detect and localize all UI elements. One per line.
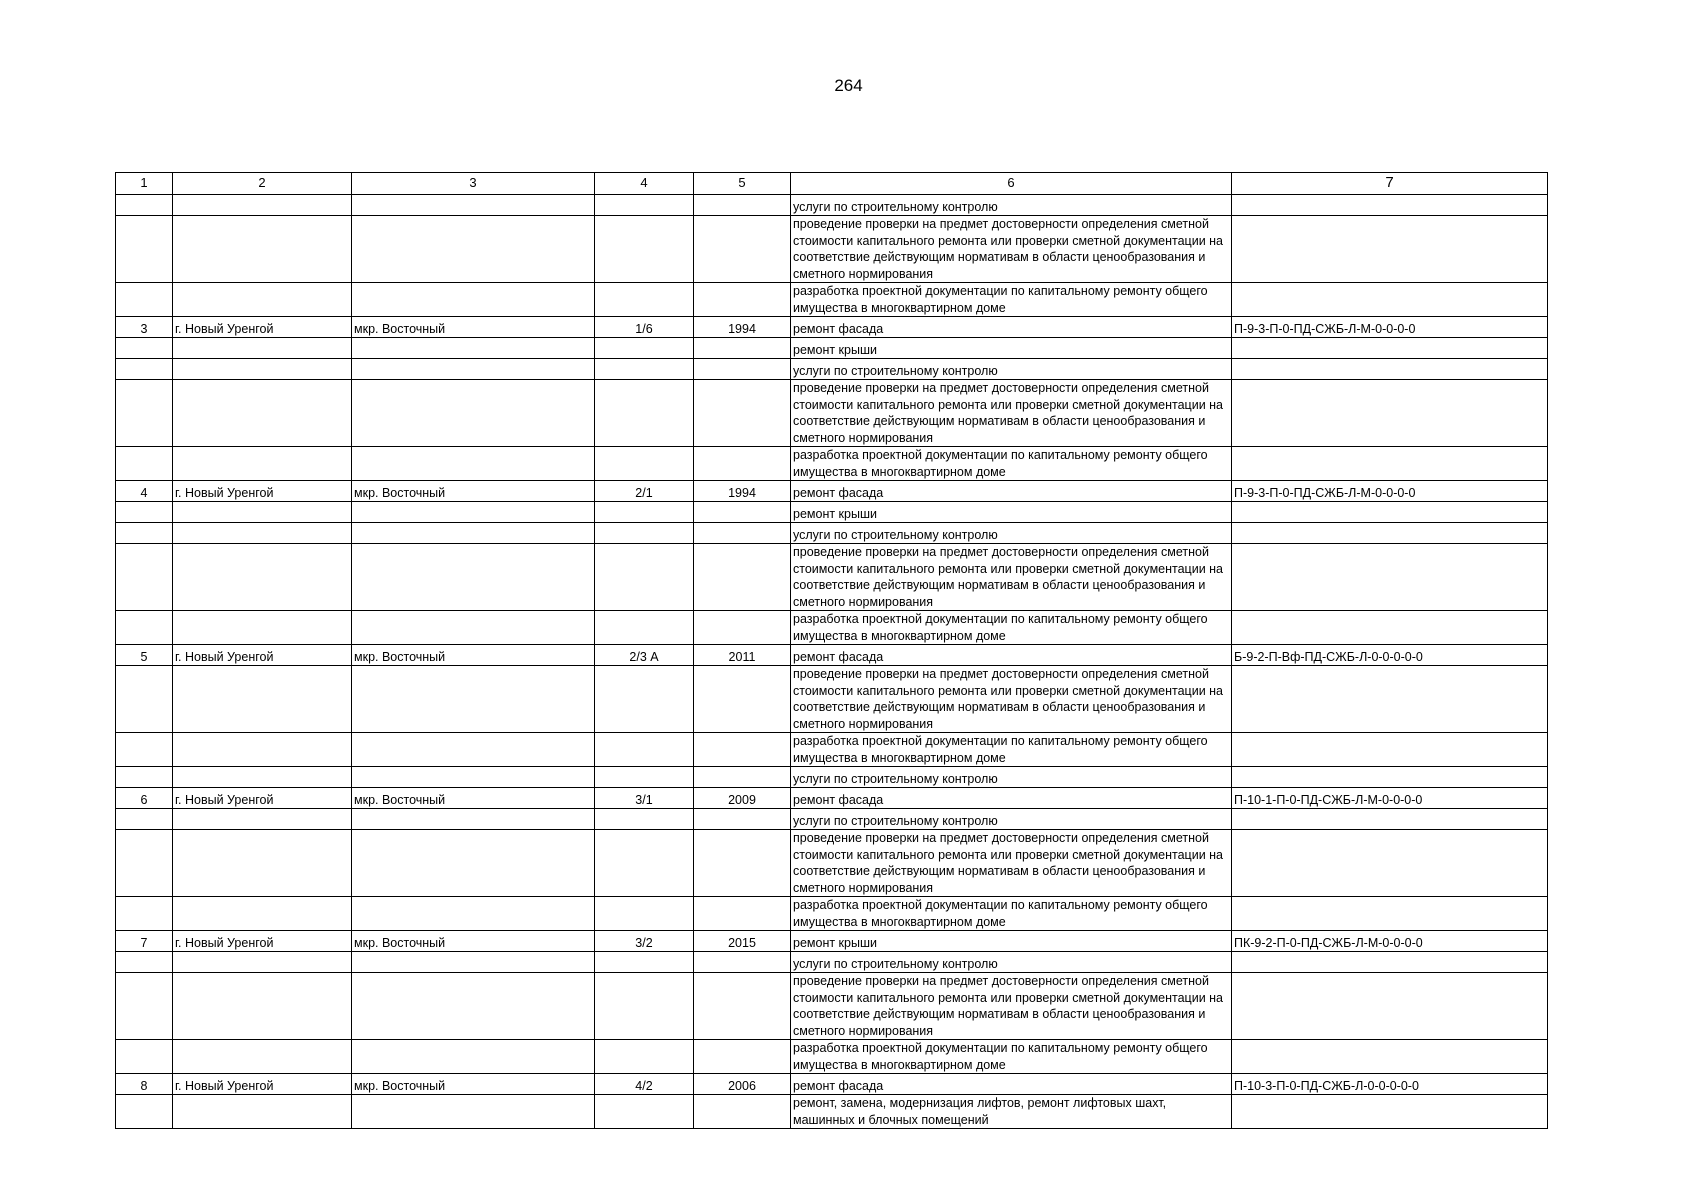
table-row xyxy=(116,544,1548,611)
row-number-cell xyxy=(116,1095,173,1129)
work-type-cell: проведение проверки на предмет достоверности определения сметной стоимости капитального ремонта или проверки сметной документации на соответствие действующим нормативам в области ценообразования и сметного нормирования xyxy=(791,380,1232,447)
row-number-cell: 4 xyxy=(116,481,173,502)
year-cell: 2009 xyxy=(694,788,791,809)
row-number-cell xyxy=(116,447,173,481)
row-number-cell xyxy=(116,1040,173,1074)
street-cell xyxy=(352,544,595,611)
table-row xyxy=(116,733,1548,767)
house-number-cell xyxy=(595,973,694,1040)
row-number-cell xyxy=(116,502,173,523)
house-number-cell xyxy=(595,502,694,523)
table-row xyxy=(116,283,1548,317)
table-row xyxy=(116,481,1548,502)
building-code-cell xyxy=(1232,544,1548,611)
city-cell xyxy=(173,523,352,544)
city-cell xyxy=(173,195,352,216)
table-row xyxy=(116,338,1548,359)
street-cell xyxy=(352,283,595,317)
work-type-cell: разработка проектной документации по капитальному ремонту общего имущества в многоквартирном доме xyxy=(791,1040,1232,1074)
year-cell xyxy=(694,380,791,447)
year-cell xyxy=(694,897,791,931)
year-cell xyxy=(694,523,791,544)
street-cell xyxy=(352,1040,595,1074)
table-row xyxy=(116,611,1548,645)
table-row xyxy=(116,931,1548,952)
house-number-cell xyxy=(595,666,694,733)
street-cell xyxy=(352,809,595,830)
year-cell xyxy=(694,830,791,897)
table-body xyxy=(116,173,1548,1129)
table-row xyxy=(116,523,1548,544)
work-type-cell: ремонт фасада xyxy=(791,788,1232,809)
row-number-cell xyxy=(116,216,173,283)
work-type-cell: услуги по строительному контролю xyxy=(791,359,1232,380)
building-code-cell xyxy=(1232,216,1548,283)
building-code-cell xyxy=(1232,611,1548,645)
table-row xyxy=(116,830,1548,897)
house-number-cell xyxy=(595,338,694,359)
street-cell: мкр. Восточный xyxy=(352,788,595,809)
table-row xyxy=(116,788,1548,809)
building-code-cell xyxy=(1232,952,1548,973)
house-number-cell xyxy=(595,611,694,645)
year-cell xyxy=(694,544,791,611)
work-type-cell: разработка проектной документации по капитальному ремонту общего имущества в многоквартирном доме xyxy=(791,897,1232,931)
year-cell xyxy=(694,195,791,216)
row-number-cell: 5 xyxy=(116,645,173,666)
row-number-cell xyxy=(116,195,173,216)
building-code-cell xyxy=(1232,973,1548,1040)
building-code-cell xyxy=(1232,359,1548,380)
street-cell: мкр. Восточный xyxy=(352,481,595,502)
header-cell-3: 3 xyxy=(352,173,595,195)
city-cell xyxy=(173,359,352,380)
work-type-cell: проведение проверки на предмет достоверности определения сметной стоимости капитального ремонта или проверки сметной документации на соответствие действующим нормативам в области ценообразования и сметного нормирования xyxy=(791,216,1232,283)
city-cell: г. Новый Уренгой xyxy=(173,481,352,502)
city-cell xyxy=(173,1095,352,1129)
street-cell xyxy=(352,502,595,523)
city-cell: г. Новый Уренгой xyxy=(173,645,352,666)
row-number-cell xyxy=(116,809,173,830)
street-cell xyxy=(352,830,595,897)
city-cell xyxy=(173,283,352,317)
year-cell xyxy=(694,447,791,481)
row-number-cell xyxy=(116,338,173,359)
city-cell xyxy=(173,952,352,973)
work-type-cell: разработка проектной документации по капитальному ремонту общего имущества в многоквартирном доме xyxy=(791,733,1232,767)
year-cell xyxy=(694,666,791,733)
work-type-cell: проведение проверки на предмет достоверности определения сметной стоимости капитального ремонта или проверки сметной документации на соответствие действующим нормативам в области ценообразования и сметного нормирования xyxy=(791,544,1232,611)
table-row xyxy=(116,666,1548,733)
table-row xyxy=(116,645,1548,666)
row-number-cell xyxy=(116,523,173,544)
street-cell xyxy=(352,359,595,380)
street-cell xyxy=(352,767,595,788)
building-code-cell: П-9-3-П-0-ПД-СЖБ-Л-М-0-0-0-0 xyxy=(1232,317,1548,338)
year-cell xyxy=(694,767,791,788)
street-cell xyxy=(352,611,595,645)
work-type-cell: услуги по строительному контролю xyxy=(791,195,1232,216)
row-number-cell xyxy=(116,733,173,767)
work-type-cell: ремонт крыши xyxy=(791,502,1232,523)
building-code-cell xyxy=(1232,1040,1548,1074)
work-type-cell: услуги по строительному контролю xyxy=(791,767,1232,788)
row-number-cell xyxy=(116,611,173,645)
building-code-cell xyxy=(1232,523,1548,544)
house-number-cell xyxy=(595,447,694,481)
table-row xyxy=(116,973,1548,1040)
house-number-cell xyxy=(595,380,694,447)
header-cell-6: 6 xyxy=(791,173,1232,195)
house-number-cell xyxy=(595,733,694,767)
year-cell xyxy=(694,973,791,1040)
page-number: 264 xyxy=(834,76,863,95)
row-number-cell: 8 xyxy=(116,1074,173,1095)
table-row xyxy=(116,447,1548,481)
house-number-cell: 2/3 А xyxy=(595,645,694,666)
building-code-cell xyxy=(1232,733,1548,767)
city-cell: г. Новый Уренгой xyxy=(173,317,352,338)
building-code-cell xyxy=(1232,380,1548,447)
street-cell xyxy=(352,523,595,544)
year-cell xyxy=(694,359,791,380)
work-type-cell: ремонт фасада xyxy=(791,645,1232,666)
year-cell: 1994 xyxy=(694,481,791,502)
table-row xyxy=(116,1040,1548,1074)
house-number-cell xyxy=(595,544,694,611)
house-number-cell xyxy=(595,216,694,283)
building-code-cell xyxy=(1232,767,1548,788)
work-type-cell: проведение проверки на предмет достоверности определения сметной стоимости капитального ремонта или проверки сметной документации на соответствие действующим нормативам в области ценообразования и сметного нормирования xyxy=(791,830,1232,897)
city-cell xyxy=(173,447,352,481)
table-row xyxy=(116,952,1548,973)
house-number-cell: 1/6 xyxy=(595,317,694,338)
building-code-cell: П-9-3-П-0-ПД-СЖБ-Л-М-0-0-0-0 xyxy=(1232,481,1548,502)
building-code-cell xyxy=(1232,283,1548,317)
work-type-cell: ремонт фасада xyxy=(791,481,1232,502)
city-cell xyxy=(173,666,352,733)
header-cell-2: 2 xyxy=(173,173,352,195)
row-number-cell xyxy=(116,897,173,931)
work-type-cell: ремонт фасада xyxy=(791,1074,1232,1095)
header-cell-4: 4 xyxy=(595,173,694,195)
year-cell xyxy=(694,1095,791,1129)
city-cell: г. Новый Уренгой xyxy=(173,788,352,809)
table-row xyxy=(116,359,1548,380)
row-number-cell: 3 xyxy=(116,317,173,338)
row-number-cell xyxy=(116,973,173,1040)
row-number-cell xyxy=(116,767,173,788)
building-code-cell: Б-9-2-П-Вф-ПД-СЖБ-Л-0-0-0-0-0 xyxy=(1232,645,1548,666)
city-cell xyxy=(173,502,352,523)
row-number-cell: 6 xyxy=(116,788,173,809)
house-number-cell xyxy=(595,195,694,216)
street-cell: мкр. Восточный xyxy=(352,317,595,338)
building-code-cell xyxy=(1232,338,1548,359)
row-number-cell xyxy=(116,359,173,380)
city-cell xyxy=(173,216,352,283)
house-number-cell xyxy=(595,767,694,788)
row-number-cell xyxy=(116,544,173,611)
year-cell xyxy=(694,1040,791,1074)
capital-repair-table xyxy=(115,172,1548,1129)
city-cell xyxy=(173,809,352,830)
building-code-cell xyxy=(1232,830,1548,897)
year-cell xyxy=(694,733,791,767)
table-row xyxy=(116,502,1548,523)
street-cell xyxy=(352,216,595,283)
building-code-cell xyxy=(1232,195,1548,216)
year-cell: 1994 xyxy=(694,317,791,338)
house-number-cell xyxy=(595,809,694,830)
house-number-cell xyxy=(595,523,694,544)
building-code-cell xyxy=(1232,809,1548,830)
row-number-cell xyxy=(116,380,173,447)
city-cell xyxy=(173,338,352,359)
year-cell xyxy=(694,809,791,830)
header-cell-7: 7 xyxy=(1232,173,1548,195)
city-cell: г. Новый Уренгой xyxy=(173,1074,352,1095)
city-cell xyxy=(173,733,352,767)
street-cell xyxy=(352,973,595,1040)
street-cell xyxy=(352,338,595,359)
house-number-cell xyxy=(595,830,694,897)
house-number-cell xyxy=(595,359,694,380)
street-cell xyxy=(352,447,595,481)
street-cell xyxy=(352,952,595,973)
work-type-cell: ремонт крыши xyxy=(791,338,1232,359)
city-cell xyxy=(173,380,352,447)
house-number-cell: 4/2 xyxy=(595,1074,694,1095)
year-cell: 2011 xyxy=(694,645,791,666)
work-type-cell: ремонт крыши xyxy=(791,931,1232,952)
house-number-cell xyxy=(595,1040,694,1074)
building-code-cell xyxy=(1232,666,1548,733)
year-cell: 2015 xyxy=(694,931,791,952)
table-row xyxy=(116,1095,1548,1129)
work-type-cell: ремонт фасада xyxy=(791,317,1232,338)
city-cell xyxy=(173,897,352,931)
work-type-cell: разработка проектной документации по капитальному ремонту общего имущества в многоквартирном доме xyxy=(791,447,1232,481)
city-cell: г. Новый Уренгой xyxy=(173,931,352,952)
house-number-cell: 3/1 xyxy=(595,788,694,809)
row-number-cell xyxy=(116,952,173,973)
header-cell-1: 1 xyxy=(116,173,173,195)
street-cell: мкр. Восточный xyxy=(352,645,595,666)
row-number-cell xyxy=(116,283,173,317)
street-cell xyxy=(352,733,595,767)
header-cell-5: 5 xyxy=(694,173,791,195)
city-cell xyxy=(173,973,352,1040)
street-cell: мкр. Восточный xyxy=(352,931,595,952)
house-number-cell: 3/2 xyxy=(595,931,694,952)
house-number-cell: 2/1 xyxy=(595,481,694,502)
building-code-cell xyxy=(1232,1095,1548,1129)
table-row xyxy=(116,195,1548,216)
work-type-cell: разработка проектной документации по капитальному ремонту общего имущества в многоквартирном доме xyxy=(791,283,1232,317)
house-number-cell xyxy=(595,897,694,931)
house-number-cell xyxy=(595,952,694,973)
building-code-cell: ПК-9-2-П-0-ПД-СЖБ-Л-М-0-0-0-0 xyxy=(1232,931,1548,952)
street-cell xyxy=(352,195,595,216)
work-type-cell: услуги по строительному контролю xyxy=(791,952,1232,973)
table-row xyxy=(116,1074,1548,1095)
row-number-cell xyxy=(116,830,173,897)
street-cell xyxy=(352,380,595,447)
city-cell xyxy=(173,544,352,611)
city-cell xyxy=(173,1040,352,1074)
work-type-cell: услуги по строительному контролю xyxy=(791,523,1232,544)
house-number-cell xyxy=(595,283,694,317)
building-code-cell xyxy=(1232,447,1548,481)
table-row xyxy=(116,216,1548,283)
building-code-cell: П-10-1-П-0-ПД-СЖБ-Л-М-0-0-0-0 xyxy=(1232,788,1548,809)
row-number-cell xyxy=(116,666,173,733)
city-cell xyxy=(173,767,352,788)
table-row xyxy=(116,380,1548,447)
work-type-cell: ремонт, замена, модернизация лифтов, ремонт лифтовых шахт, машинных и блочных помещений xyxy=(791,1095,1232,1129)
table-row xyxy=(116,809,1548,830)
street-cell xyxy=(352,897,595,931)
table-row xyxy=(116,767,1548,788)
street-cell xyxy=(352,1095,595,1129)
row-number-cell: 7 xyxy=(116,931,173,952)
year-cell xyxy=(694,952,791,973)
building-code-cell xyxy=(1232,897,1548,931)
work-type-cell: проведение проверки на предмет достоверности определения сметной стоимости капитального ремонта или проверки сметной документации на соответствие действующим нормативам в области ценообразования и сметного нормирования xyxy=(791,666,1232,733)
table-row xyxy=(116,317,1548,338)
year-cell xyxy=(694,338,791,359)
building-code-cell: П-10-3-П-0-ПД-СЖБ-Л-0-0-0-0-0 xyxy=(1232,1074,1548,1095)
year-cell xyxy=(694,611,791,645)
year-cell: 2006 xyxy=(694,1074,791,1095)
work-type-cell: услуги по строительному контролю xyxy=(791,809,1232,830)
street-cell xyxy=(352,666,595,733)
city-cell xyxy=(173,611,352,645)
year-cell xyxy=(694,502,791,523)
building-code-cell xyxy=(1232,502,1548,523)
year-cell xyxy=(694,283,791,317)
header-row xyxy=(116,173,1548,195)
city-cell xyxy=(173,830,352,897)
work-type-cell: проведение проверки на предмет достоверности определения сметной стоимости капитального ремонта или проверки сметной документации на соответствие действующим нормативам в области ценообразования и сметного нормирования xyxy=(791,973,1232,1040)
table-row xyxy=(116,897,1548,931)
year-cell xyxy=(694,216,791,283)
street-cell: мкр. Восточный xyxy=(352,1074,595,1095)
work-type-cell: разработка проектной документации по капитальному ремонту общего имущества в многоквартирном доме xyxy=(791,611,1232,645)
house-number-cell xyxy=(595,1095,694,1129)
